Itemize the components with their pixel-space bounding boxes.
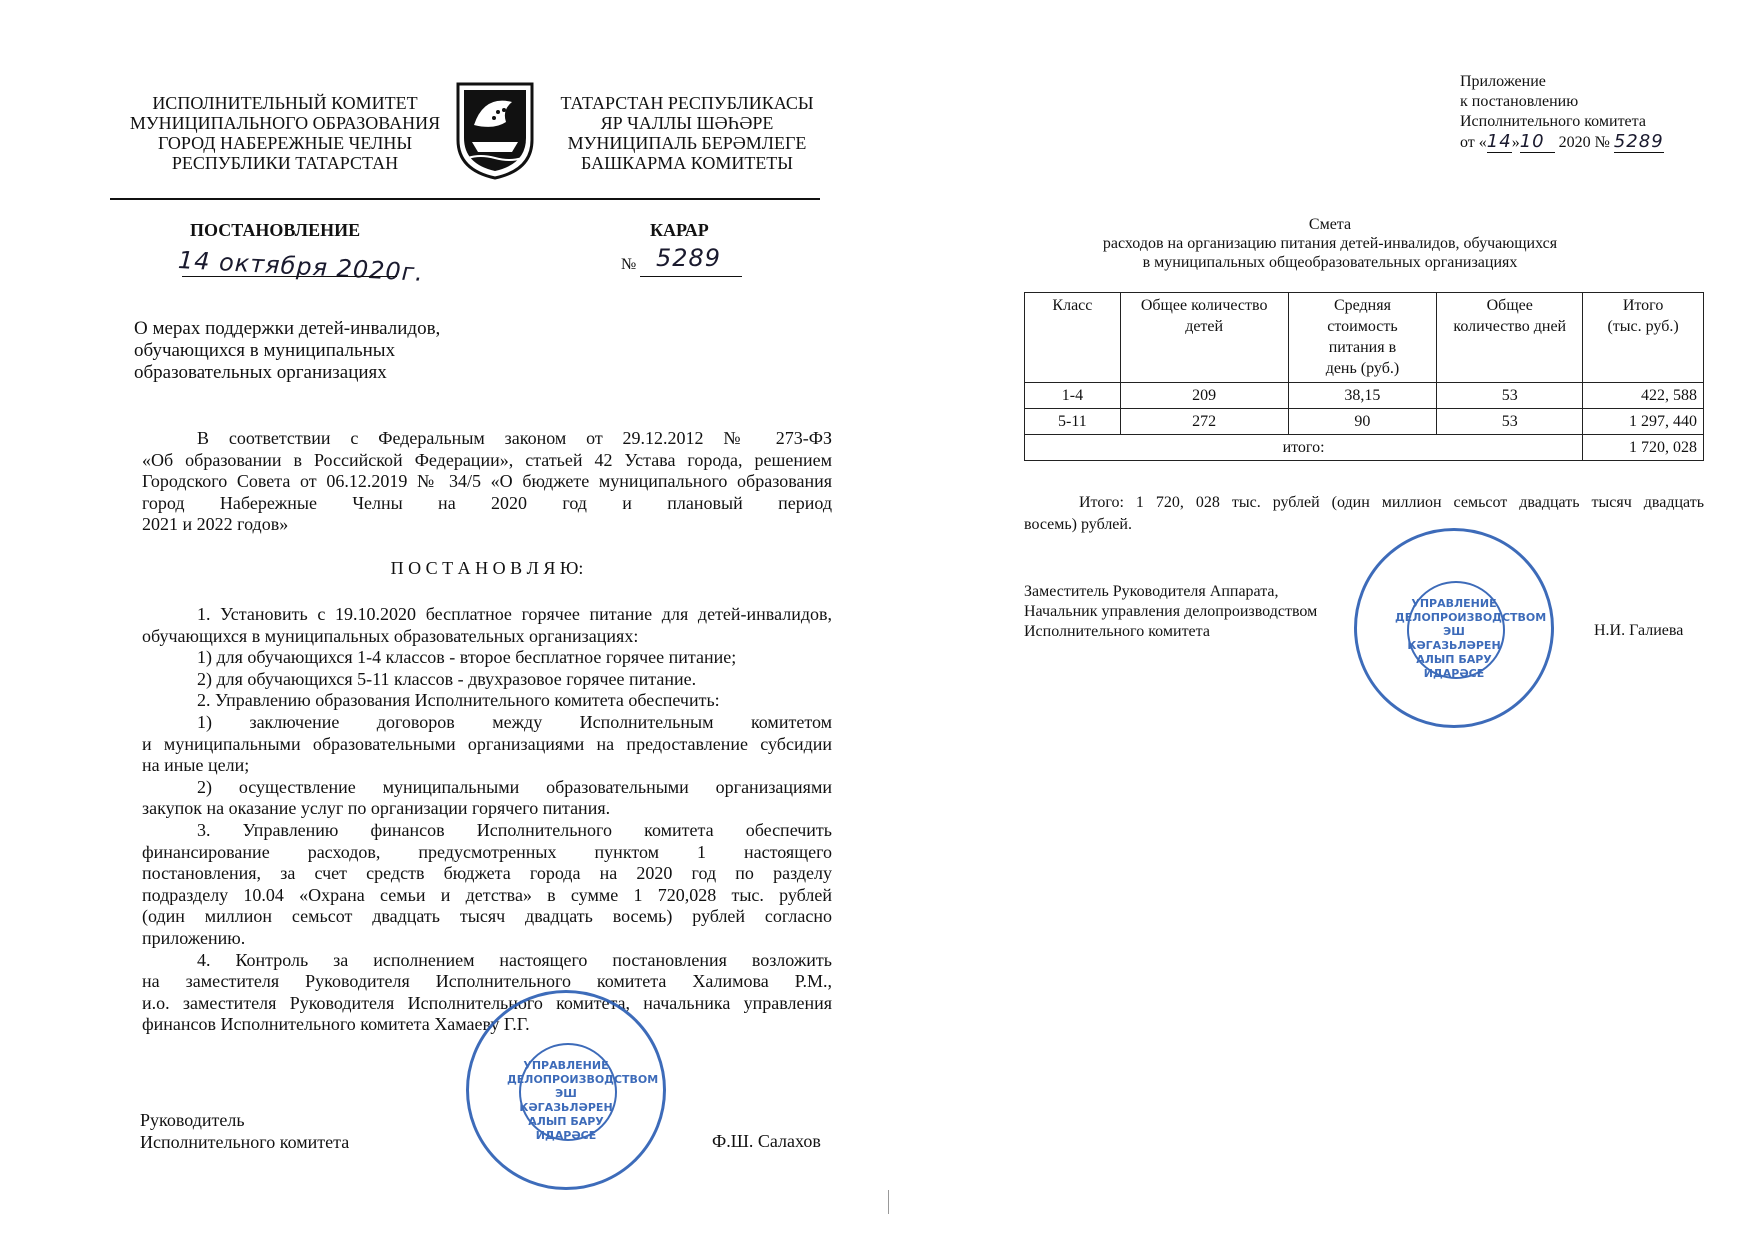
- doc-type-tt: КАРАР: [650, 220, 709, 240]
- left-signature-title: [140, 1110, 349, 1153]
- total-text-line: восемь) рублей.: [1024, 516, 1132, 533]
- stamp-line: АЛЫП БАРУ: [528, 1115, 604, 1128]
- stamp-line: ИДАРӘСЕ: [1423, 667, 1485, 680]
- body-line: постановления, за счет средств бюджета города на 2020 год по разделу: [142, 863, 832, 884]
- official-stamp-left: [466, 990, 666, 1190]
- body-line: 4. Контроль за исполнением настоящего постановления возложить: [197, 949, 832, 970]
- estimate-title-line: Смета: [1308, 216, 1352, 233]
- body-line: обучающихся в муниципальных образовательных организациях:: [142, 625, 639, 646]
- stamp-center-text: [507, 1059, 659, 1143]
- table-cell: 1 297, 440: [1583, 409, 1704, 435]
- estimate-title-line: расходов на организацию питания детей-инвалидов, обучающихся: [1102, 235, 1558, 252]
- estimate-table: [1024, 292, 1704, 461]
- header-tt: [542, 93, 832, 173]
- total-text-line: Итого: 1 720, 028 тыс. рублей (один миллион семьсот двадцать тысяч двадцать: [1079, 494, 1704, 511]
- appendix-date-prefix: от «: [1460, 134, 1487, 151]
- appendix-line: к постановлению: [1460, 93, 1579, 110]
- stamp-center-text: [1395, 597, 1547, 681]
- preamble-line: Городского Совета от 06.12.2019 № 34/5 «О бюджете муниципального образования: [142, 471, 832, 492]
- estimate-title: [1030, 215, 1630, 272]
- header-ru-line: МУНИЦИПАЛЬНОГО ОБРАЗОВАНИЯ: [129, 113, 441, 133]
- body-line: 3. Управлению финансов Исполнительного комитета обеспечить: [197, 819, 832, 840]
- stamp-line: ДЕЛОПРОИЗВОДСТВОМ: [507, 1073, 659, 1086]
- table-cell: 422, 588: [1583, 383, 1704, 409]
- preamble-line: В соответствии с Федеральным законом от 29.12.2012 № 273-ФЗ: [197, 428, 832, 448]
- body-line: 1) для обучающихся 1-4 классов - второе бесплатное горячее питание;: [197, 647, 737, 668]
- table-row: [1025, 409, 1704, 435]
- body-line: финансирование расходов, предусмотренных пунктом 1 настоящего: [142, 841, 832, 862]
- body-line: 2) осуществление муниципальными образовательными организациями: [197, 776, 832, 797]
- signature-title-line: Исполнительного комитета: [140, 1131, 350, 1152]
- body-line: и муниципальными образовательными организациями на предоставление субсидии: [142, 733, 832, 754]
- handwritten-number: 5289: [656, 244, 722, 272]
- signature-title-line: Исполнительного комитета: [1024, 623, 1210, 640]
- table-header-cell: Общее количество детей: [1120, 293, 1288, 383]
- appendix-year: 2020 №: [1558, 134, 1610, 151]
- right-signature-title: [1024, 582, 1317, 642]
- resolve-heading: П О С Т А Н О В Л Я Ю:: [390, 558, 584, 578]
- subject: [134, 318, 474, 384]
- appendix-date-mid: »: [1511, 134, 1520, 151]
- table-cell: 5-11: [1025, 409, 1121, 435]
- appendix-line: Приложение: [1460, 73, 1546, 90]
- header-tt-line: БАШКАРМА КОМИТЕТЫ: [580, 153, 794, 173]
- header-tt-line: ЯР ЧАЛЛЫ ШӘҺӘРЕ: [600, 113, 774, 133]
- signature-title-line: Руководитель: [140, 1110, 245, 1130]
- resolution-body: [142, 604, 832, 1036]
- body-line: 2) для обучающихся 5-11 классов - двухразовое горячее питание.: [197, 668, 697, 689]
- stamp-line: ЭШ КӘГАЗЬЛӘРЕН: [1407, 625, 1501, 652]
- page-fold-mark: [888, 1190, 889, 1214]
- table-header-cell: Средняя стоимость питания в день (руб.): [1288, 293, 1437, 383]
- handwritten-date: 14 октября 2020г.: [177, 246, 425, 287]
- header-tt-line: ТАТАРСТАН РЕСПУБЛИКАСЫ: [560, 93, 814, 113]
- body-line: закупок на оказание услуг по организации горячего питания.: [142, 798, 611, 819]
- doc-type-ru: ПОСТАНОВЛЕНИЕ: [190, 220, 361, 240]
- appendix-number: 5289: [1613, 131, 1664, 152]
- header-ru-line: РЕСПУБЛИКИ ТАТАРСТАН: [171, 153, 399, 173]
- table-cell: 90: [1288, 409, 1437, 435]
- stamp-line: УПРАВЛЕНИЕ: [523, 1059, 609, 1072]
- table-total-label: итого:: [1025, 435, 1583, 461]
- table-header-cell: Итого (тыс. руб.): [1583, 293, 1704, 383]
- appendix-day: 14: [1486, 131, 1512, 152]
- body-line: подразделу 10.04 «Охрана семьи и детства» в сумме 1 720,028 тыс. рублей: [142, 884, 832, 905]
- preamble-line: 2021 и 2022 годов»: [142, 514, 289, 535]
- table-cell: 272: [1120, 409, 1288, 435]
- table-cell: 53: [1437, 409, 1583, 435]
- table-cell: 38,15: [1288, 383, 1437, 409]
- body-line: на заместителя Руководителя Исполнительного комитета Халимова Р.М.,: [142, 971, 832, 992]
- stamp-line: АЛЫП БАРУ: [1416, 653, 1492, 666]
- appendix-block: [1460, 72, 1664, 153]
- left-signature-name: Ф.Ш. Салахов: [712, 1131, 821, 1151]
- header-ru-line: ИСПОЛНИТЕЛЬНЫЙ КОМИТЕТ: [152, 93, 418, 113]
- official-stamp-right: [1354, 528, 1554, 728]
- signature-title-line: Заместитель Руководителя Аппарата,: [1024, 583, 1279, 600]
- stamp-line: ДЕЛОПРОИЗВОДСТВОМ: [1395, 611, 1547, 624]
- table-cell: 53: [1437, 383, 1583, 409]
- number-prefix: №: [621, 256, 637, 273]
- table-header-cell: Общее количество дней: [1437, 293, 1583, 383]
- table-cell: 209: [1120, 383, 1288, 409]
- stamp-line: ИДАРӘСЕ: [535, 1129, 597, 1142]
- stamp-line: УПРАВЛЕНИЕ: [1411, 597, 1497, 610]
- table-header-row: [1025, 293, 1704, 383]
- appendix-date-line: [1460, 132, 1664, 153]
- table-header-cell: Класс: [1025, 293, 1121, 383]
- table-total-value: 1 720, 028: [1583, 435, 1704, 461]
- body-line: и.о. заместителя Руководителя Исполнительного комитета, начальника управления: [142, 992, 832, 1013]
- preamble-line: город Набережные Челны на 2020 год и плановый период: [142, 492, 832, 513]
- total-text: [1024, 492, 1704, 536]
- signature-title-line: Начальник управления делопроизводством: [1024, 603, 1318, 620]
- body-line: 1) заключение договоров между Исполнительным комитетом: [197, 711, 832, 732]
- body-line: финансов Исполнительного комитета Хамаеву Г.Г.: [142, 1014, 530, 1035]
- subject-line: обучающихся в муниципальных: [134, 340, 396, 361]
- right-signature-name: Н.И. Галиева: [1594, 622, 1684, 639]
- body-line: 1. Установить с 19.10.2020 бесплатное горячее питание для детей-инвалидов,: [197, 604, 832, 624]
- city-coat-of-arms-icon: [454, 80, 536, 180]
- table-cell: 1-4: [1025, 383, 1121, 409]
- body-line: на иные цели;: [142, 755, 250, 776]
- header-ru: [120, 93, 450, 173]
- stamp-line: ЭШ КӘГАЗЬЛӘРЕН: [519, 1087, 613, 1114]
- estimate-title-line: в муниципальных общеобразовательных организациях: [1142, 254, 1518, 271]
- body-line: 2. Управлению образования Исполнительного комитета обеспечить:: [197, 690, 720, 711]
- appendix-month: 10: [1520, 131, 1555, 153]
- appendix-line: Исполнительного комитета: [1460, 113, 1646, 130]
- date-underline: [182, 276, 397, 277]
- doc-number: [621, 256, 636, 274]
- table-total-row: [1025, 435, 1704, 461]
- header-tt-line: МУНИЦИПАЛЬ БЕРӘМЛЕГЕ: [567, 133, 807, 153]
- number-underline: [640, 276, 742, 277]
- subject-line: образовательных организациях: [134, 362, 387, 383]
- body-line: (один миллион семьсот двадцать тысяч двадцать восемь) рублей согласно: [142, 906, 832, 927]
- table-row: [1025, 383, 1704, 409]
- subject-line: О мерах поддержки детей-инвалидов,: [134, 318, 441, 339]
- header-ru-line: ГОРОД НАБЕРЕЖНЫЕ ЧЕЛНЫ: [157, 133, 413, 153]
- body-line: приложению.: [142, 927, 246, 948]
- preamble: [142, 428, 832, 536]
- preamble-line: «Об образовании в Российской Федерации», статьей 42 Устава города, решением: [142, 449, 832, 470]
- header-rule: [110, 198, 820, 200]
